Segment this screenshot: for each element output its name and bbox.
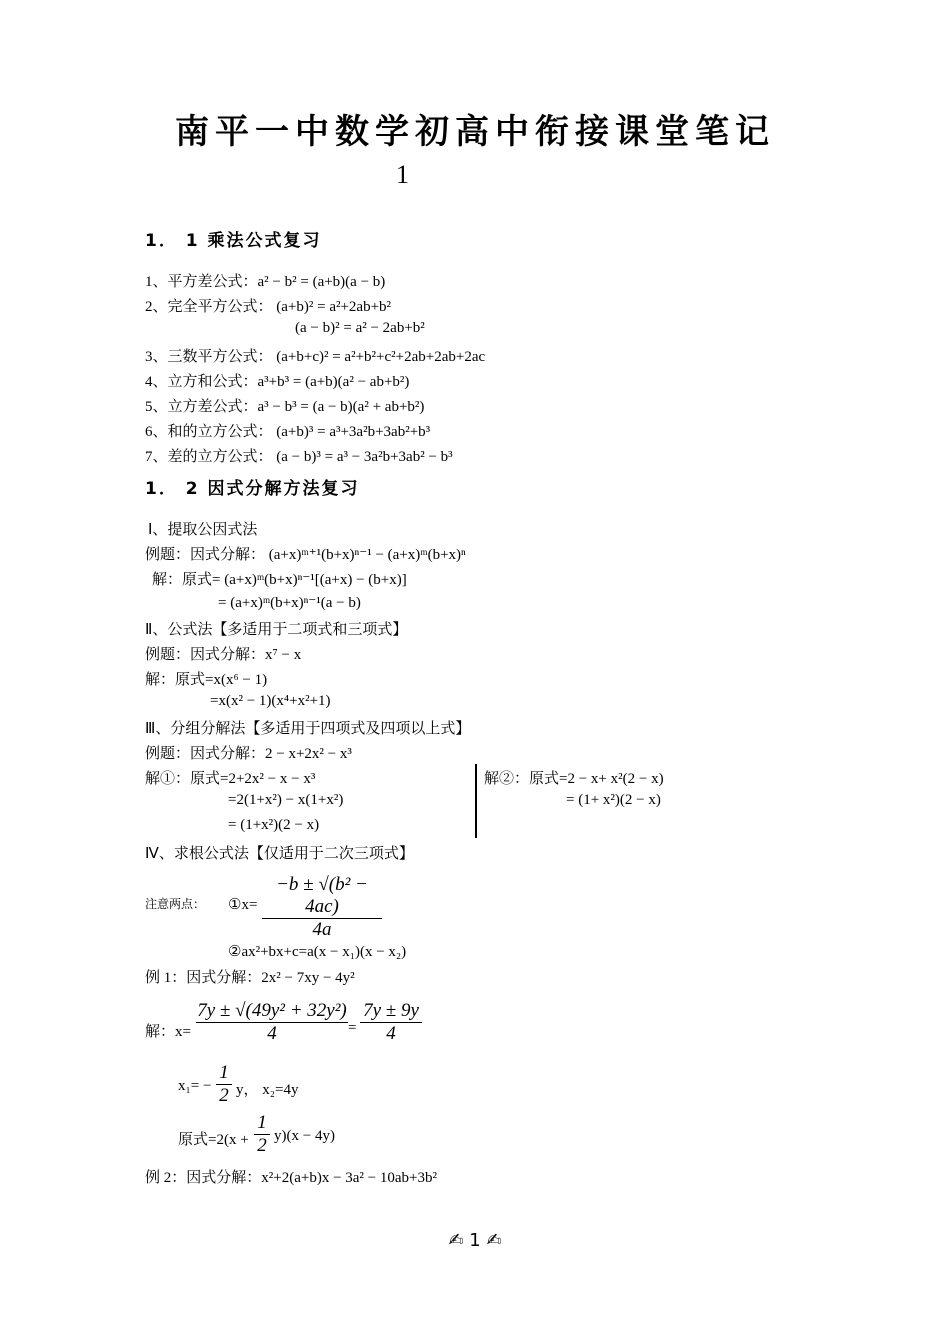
method-title: Ⅳ、求根公式法【仅适用于二次三项式】 <box>145 846 414 862</box>
example-text: 例题：因式分解：x⁷ − x <box>145 647 302 663</box>
solution-prefix: 解：x= <box>145 1024 191 1040</box>
column-divider <box>475 764 477 838</box>
formula-line: 1、平方差公式：a² − b² = (a+b)(a − b) <box>145 274 386 290</box>
page-number-heading: 1 <box>396 160 409 189</box>
note-label: 注意两点： <box>145 897 206 911</box>
roots-line: y， x₂=4y <box>236 1082 299 1098</box>
fraction-denominator: 4 <box>386 1023 396 1044</box>
equals-sign: = <box>348 1020 357 1036</box>
solution-line: =x(x² − 1)(x⁴+x²+1) <box>210 693 331 709</box>
example-text: 例 2：因式分解：x²+2(a+b)x − 3a² − 10ab+3b² <box>145 1170 438 1186</box>
formula-line: ②ax²+bx+c=a(x − x₁)(x − x₂) <box>228 944 407 960</box>
roots-fraction-simplified <box>360 1000 422 1045</box>
solution-line: 解①：原式=2+2x² − x − x³ <box>145 771 316 787</box>
half-fraction <box>216 1062 232 1107</box>
formula-prefix: ①x= <box>228 897 258 913</box>
fraction-denominator: 4 <box>267 1023 277 1044</box>
section-heading-1: 1． 1 乘法公式复习 <box>145 231 322 251</box>
method-title: Ⅰ、提取公因式法 <box>148 522 258 538</box>
method-title: Ⅲ、分组分解法【多适用于四项式及四项以上式】 <box>145 721 471 737</box>
quadratic-formula <box>262 874 382 941</box>
formula-line: 5、立方差公式：a³ − b³ = (a − b)(a² + ab+b²) <box>145 399 425 415</box>
solution-line: = (1+ x²)(2 − x) <box>566 792 661 808</box>
result-line: 原式=2(x + <box>178 1132 249 1148</box>
example-text: 例 1：因式分解：2x² − 7xy − 4y² <box>145 970 355 986</box>
formula-line: (a − b)² = a² − 2ab+b² <box>295 320 425 336</box>
formula-line: 7、差的立方公式： (a − b)³ = a³ − 3a²b+3ab² − b³ <box>145 449 453 465</box>
page-title: 南平一中数学初高中衔接课堂笔记 <box>175 112 775 152</box>
solution-line: =2(1+x²) − x(1+x²) <box>228 792 344 808</box>
roots-line: x₁= − <box>178 1078 212 1094</box>
fraction-numerator: 7y ± 9y <box>363 1000 419 1021</box>
example-text: 例题：因式分解：2 − x+2x² − x³ <box>145 746 352 762</box>
fraction-numerator: 7y ± √(49y² + 32y²) <box>197 1000 347 1021</box>
formula-line: 2、完全平方公式： (a+b)² = a²+2ab+b² <box>145 299 392 315</box>
solution-line: 解：原式=x(x⁶ − 1) <box>145 672 268 688</box>
solution-line: = (1+x²)(2 − x) <box>228 817 320 833</box>
formula-line: 4、立方和公式：a³+b³ = (a+b)(a² − ab+b²) <box>145 374 410 390</box>
fraction-numerator: −b ± √(b² − 4ac) <box>276 874 368 917</box>
formula-line: 3、三数平方公式： (a+b+c)² = a²+b²+c²+2ab+2ab+2ac <box>145 349 486 365</box>
formula-line: 6、和的立方公式： (a+b)³ = a³+3a²b+3ab²+b³ <box>145 424 431 440</box>
section-heading-2: 1． 2 因式分解方法复习 <box>145 479 360 499</box>
roots-fraction <box>196 1000 348 1045</box>
solution-line: 解②：原式=2 − x+ x²(2 − x) <box>484 771 664 787</box>
result-line: y)(x − 4y) <box>274 1128 335 1144</box>
fraction-numerator: 1 <box>257 1112 267 1133</box>
fraction-denominator: 4a <box>312 919 332 940</box>
fraction-numerator: 1 <box>219 1062 229 1083</box>
solution-line: 解：原式= (a+x)ᵐ(b+x)ⁿ⁻¹[(a+x) − (b+x)] <box>152 572 407 588</box>
fraction-denominator: 2 <box>219 1085 229 1106</box>
page-footer: ✍ 1 ✍ <box>448 1230 502 1251</box>
half-fraction <box>254 1112 270 1157</box>
fraction-denominator: 2 <box>257 1135 267 1156</box>
method-title: Ⅱ、公式法【多适用于二项式和三项式】 <box>145 622 408 638</box>
example-text: 例题：因式分解： (a+x)ᵐ⁺¹(b+x)ⁿ⁻¹ − (a+x)ᵐ(b+x)ⁿ <box>145 547 466 563</box>
solution-line: = (a+x)ᵐ(b+x)ⁿ⁻¹(a − b) <box>218 595 361 611</box>
